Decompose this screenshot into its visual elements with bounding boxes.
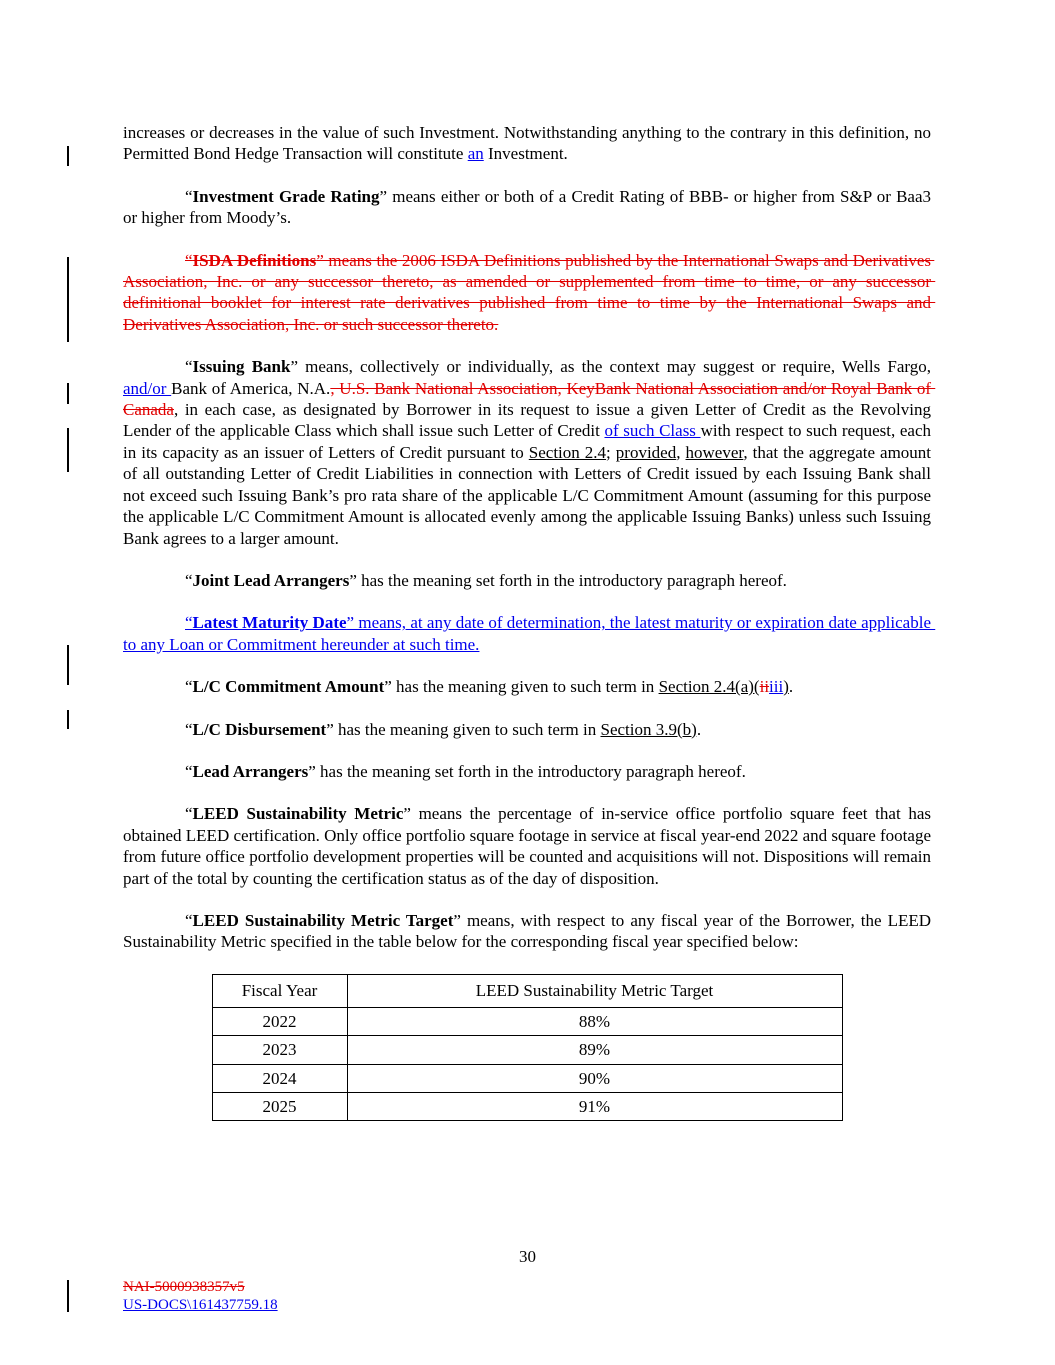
text-run: of such Class xyxy=(604,421,701,441)
text-run: Latest Maturity Date xyxy=(192,613,347,633)
text-run: . xyxy=(696,719,702,739)
text-run: “ xyxy=(185,250,193,270)
text-run: ” has the meaning set forth in the introductory paragraph hereof. xyxy=(349,570,787,590)
text-run: NAI-5000938357v5 xyxy=(123,1279,245,1295)
text-run: , in each case, as designated by Borrower in its request to issue a given Letter of Credit as the Revolving Lender of the applicable Class which shall issue such Letter of Credit xyxy=(123,400,936,441)
change-bar xyxy=(67,146,69,166)
table-header-row xyxy=(212,974,842,1007)
paragraph xyxy=(123,803,936,889)
text-run: . xyxy=(788,677,794,697)
change-bar xyxy=(67,710,69,729)
cell-fiscal-year: 2023 xyxy=(212,1036,347,1064)
change-bar xyxy=(67,257,69,342)
change-bar xyxy=(67,428,69,472)
text-run: , xyxy=(676,442,686,462)
text-run: LEED Sustainability Metric Target xyxy=(192,910,454,930)
table-header-metric-target: LEED Sustainability Metric Target xyxy=(347,974,842,1007)
change-bar xyxy=(67,383,69,404)
text-run: L/C Commitment Amount xyxy=(192,677,385,697)
paragraph xyxy=(123,356,936,549)
text-run: with respect to such request, each in its capacity as an issuer of Letters of Credit pursuant to xyxy=(123,421,936,462)
text-run: ” means the 2006 ISDA Definitions published by the International Swaps and Derivatives Association, Inc. or any successor thereto, as amended or supplemented from time to time, or any successor definitional booklet for interest rate derivatives published from time to time by the International Swaps and Derivatives Association, Inc. or such successor thereto. xyxy=(123,250,936,334)
table-body xyxy=(212,1007,842,1121)
footer-id-line xyxy=(123,1297,278,1315)
text-run: “ xyxy=(185,186,193,206)
text-run: provided xyxy=(615,442,677,462)
paragraph xyxy=(123,719,931,740)
paragraph xyxy=(123,676,931,697)
text-run: “ xyxy=(185,719,193,739)
cell-fiscal-year: 2025 xyxy=(212,1093,347,1121)
change-bar xyxy=(67,1280,69,1312)
table-header-fiscal-year: Fiscal Year xyxy=(212,974,347,1007)
text-run: Section 2.4 xyxy=(528,442,607,462)
cell-fiscal-year: 2024 xyxy=(212,1064,347,1092)
text-run: Section 2.4(a)( xyxy=(658,677,760,697)
text-run: L/C Disbursement xyxy=(192,719,327,739)
text-run: iii xyxy=(769,677,784,697)
text-run: ” has the meaning set forth in the introductory paragraph hereof. xyxy=(308,761,746,781)
paragraph xyxy=(123,761,931,782)
text-run: “ xyxy=(185,677,193,697)
text-run: ISDA Definitions xyxy=(192,250,317,270)
text-run: “ xyxy=(185,761,193,781)
change-bar xyxy=(67,645,69,685)
leed-metric-table xyxy=(212,974,843,1122)
text-run: ii xyxy=(759,677,770,697)
text-run: ” means either or both of a Credit Rating of BBB- or higher from S&P or Baa3 or higher from Moody’s. xyxy=(123,186,936,228)
text-run: “ xyxy=(185,357,193,377)
cell-metric-target: 90% xyxy=(347,1064,842,1092)
footer-id-line xyxy=(123,1279,278,1297)
text-run: “ xyxy=(185,910,193,930)
footer-document-ids xyxy=(123,1279,278,1314)
document-body xyxy=(123,122,936,1121)
text-run: Section 3.9(b) xyxy=(600,719,697,739)
text-run: , U.S. Bank National Association, KeyBank National Association and/or Royal Bank of Canada xyxy=(123,378,936,420)
cell-metric-target: 91% xyxy=(347,1093,842,1121)
text-run: ” has the meaning given to such term in xyxy=(326,719,601,739)
text-run: “ xyxy=(185,804,193,824)
page-number: 30 xyxy=(519,1247,536,1266)
text-run: Investment. xyxy=(483,144,568,164)
text-run: Lead Arrangers xyxy=(192,761,309,781)
cell-metric-target: 88% xyxy=(347,1007,842,1035)
text-run: Bank of America, N.A. xyxy=(171,378,331,398)
text-run: Joint Lead Arrangers xyxy=(192,570,350,590)
paragraph xyxy=(123,186,936,229)
table-row xyxy=(212,1093,842,1121)
cell-metric-target: 89% xyxy=(347,1036,842,1064)
text-run: increases or decreases in the value of such Investment. Notwithstanding anything to the contrary in this definition, no Permitted Bond Hedge Transaction will constitute xyxy=(123,123,936,164)
text-run: “ xyxy=(185,613,193,633)
text-run: LEED Sustainability Metric xyxy=(192,804,404,824)
text-run: ” has the meaning given to such term in xyxy=(384,677,659,697)
table-row xyxy=(212,1064,842,1092)
text-run: Issuing Bank xyxy=(192,357,291,377)
text-run: “ xyxy=(185,570,193,590)
text-run: however xyxy=(685,442,744,462)
text-run: ” means, collectively or individually, as the context may suggest or require, Wells Fargo, xyxy=(290,357,936,377)
table-row xyxy=(212,1036,842,1064)
text-run: ” means the percentage of in-service office portfolio square feet that has obtained LEED certification. Only office portfolio square footage in service at fiscal year-end 2022 and square footage from future office portfolio development properties will be counted and acquisitions will not. Dispositions will remain part of the total by counting the certification status as of the day of disposition. xyxy=(123,804,936,888)
text-run: ) xyxy=(783,677,789,697)
text-run: ” means, at any date of determination, the latest maturity or expiration date applicable to any Loan or Commitment hereunder at such time. xyxy=(123,613,936,654)
paragraph xyxy=(123,122,936,165)
paragraph xyxy=(123,570,931,591)
paragraph xyxy=(123,250,936,336)
text-run: ; xyxy=(606,442,616,462)
text-run: , that the aggregate amount of all outstanding Letter of Credit Liabilities in connection with Letters of Credit issued by each Issuing Bank shall not exceed such Issuing Bank’s pro rata share of the applicable L/C Commitment Amount (assuming for this purpose the applicable L/C Commitment Amount is allocated evenly among the applicable Issuing Banks) unless such Issuing Bank agrees to a larger amount. xyxy=(123,442,936,548)
text-run: ” means, with respect to any fiscal year of the Borrower, the LEED Sustainability Metric specified in the table below for the corresponding fiscal year specified below: xyxy=(123,910,936,952)
text-run: Investment Grade Rating xyxy=(192,186,380,206)
text-run: and/or xyxy=(123,378,172,398)
paragraph xyxy=(123,612,936,655)
cell-fiscal-year: 2022 xyxy=(212,1007,347,1035)
text-run: an xyxy=(467,144,484,164)
paragraph xyxy=(123,910,936,953)
table-row xyxy=(212,1007,842,1035)
text-run: US-DOCS\161437759.18 xyxy=(123,1296,278,1313)
